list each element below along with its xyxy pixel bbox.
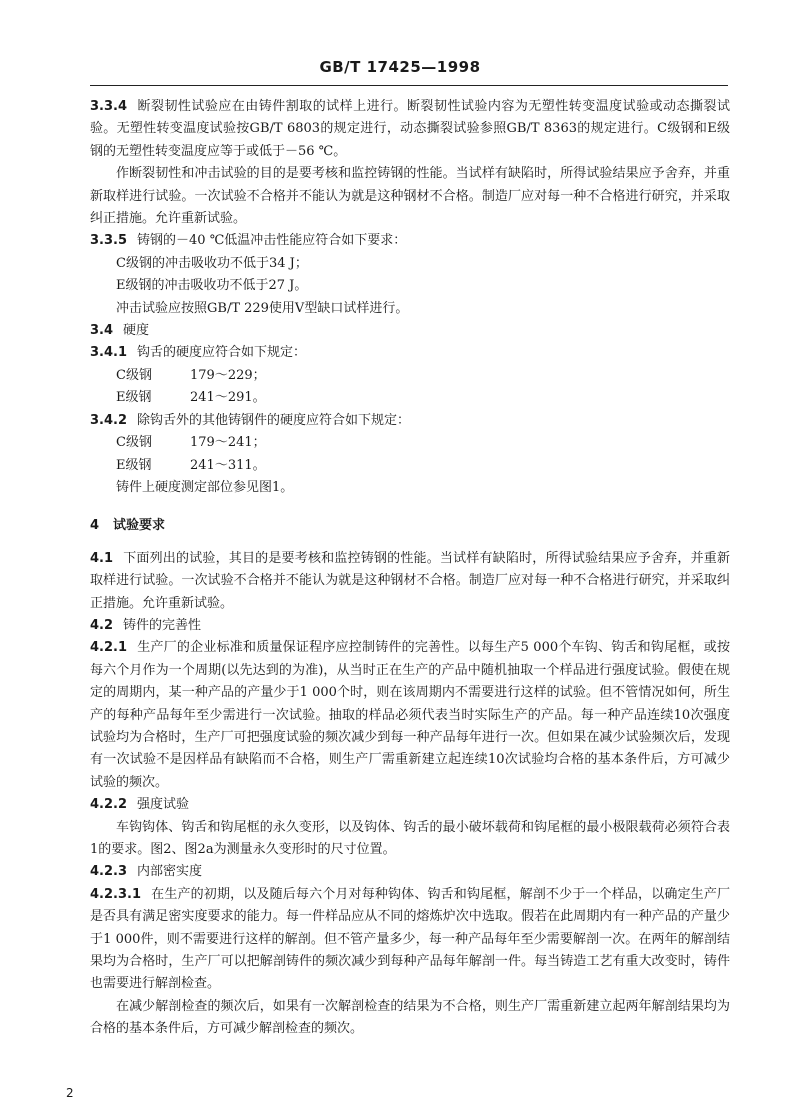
hardness-row: C级钢 179～241； (116, 435, 266, 451)
clause-3-3-5-line-3: 冲击试验应按照GB/T 229使用V型缺口试样进行。 (116, 300, 409, 316)
clause-3-4-1: 3.4.1 钩舌的硬度应符合如下规定： (90, 345, 307, 361)
clause-3-3-4-para-2: 作断裂韧性和冲击试验的目的是要考核和监控铸钢的性能。当试样有缺陷时，所得试验结果应予舍弃，并重新取样进行试验。一次试验不合格并不能认为就是这种钢材不合格。制造厂应对每一种不合格进行研究，并采取纠正措施。允许重新试验。 (90, 166, 730, 227)
clause-4-2-3: 4.2.3 内部密实度 (90, 864, 203, 880)
clause-3-3-5: 3.3.5 铸钢的－40 ℃低温冲击性能应符合如下要求： (90, 233, 407, 249)
document-body (90, 96, 730, 1041)
clause-3-4-2: 3.4.2 除钩舌外的其他铸钢件的硬度应符合如下规定： (90, 412, 411, 428)
clause-3-3-4: 3.3.4 断裂韧性试验应在由铸件割取的试样上进行。断裂韧性试验内容为无塑性转变温度试验或动态撕裂试验。无塑性转变温度试验按GB/T 6803的规定进行，动态撕裂试验参照GB/T 8363的规定进行。C级钢和E级钢的无塑性转变温度应等于或低于－56 ℃。 (90, 99, 730, 159)
hardness-row: C级钢 179～229； (116, 367, 266, 383)
section-4-heading: 4 试验要求 (90, 518, 166, 534)
document-header: GB/T 17425—1998 (319, 58, 481, 76)
clause-4-2-2-text: 车钩钩体、钩舌和钩尾框的永久变形，以及钩体、钩舌的最小破坏载荷和钩尾框的最小极限载荷必须符合表1的要求。图2、图2a为测量永久变形时的尺寸位置。 (90, 819, 730, 857)
page-number: 2 (66, 1086, 74, 1100)
clause-3-4: 3.4 硬度 (90, 323, 150, 339)
clause-4-2-3-1-para-2: 在减少解剖检查的频次后，如果有一次解剖检查的结果为不合格，则生产厂需重新建立起两年解剖结果均为合格的基本条件后，方可减少解剖检查的频次。 (90, 998, 730, 1037)
hardness-row: E级钢 241～291。 (116, 390, 266, 406)
clause-4-2: 4.2 铸件的完善性 (90, 617, 202, 633)
clause-3-3-5-line-2: E级钢的冲击吸收功不低于27 J。 (116, 278, 308, 294)
clause-4-2-3-1: 4.2.3.1 在生产的初期，以及随后每六个月对每种钩体、钩舌和钩尾框，解剖不少于一个样品，以确定生产厂是否具有满足密实度要求的能力。每一件样品应从不同的熔炼炉次中选取。假若在此周期内有一种产品的产量少于1 000件，则不需要进行这样的解剖。但不管产量多少，每一种产品每年至少需要解剖一次。在两年的解剖结果均为合格时，生产厂可以把解剖铸件的频次减少到每种产品每年解剖一件。每当铸造工艺有重大改变时，铸件也需要进行解剖检查。 (90, 886, 730, 992)
clause-4-2-2: 4.2.2 强度试验 (90, 797, 190, 813)
clause-4-2-1: 4.2.1 生产厂的企业标准和质量保证程序应控制铸件的完善性。以每生产5 000个车钩、钩舌和钩尾框，或按每六个月作为一个周期(以先达到的为准)，从当时正在生产的产品中随机抽取一个样品进行强度试验。假使在规定的周期内，某一种产品的产量少于1 000个时，则在该周期内不需要进行这样的试验。但不管情况如何，所生产的每种产品每年至少需进行一次试验。抽取的样品必须代表当时实际生产的产品。每一种产品连续10次强度试验均为合格时，生产厂可把强度试验的频次减少到每一种产品每年进行一次。但如果在减少试验频次后，发现有一次试验不是因样品有缺陷而不合格，则生产厂需重新建立起连续10次试验均合格的基本条件后，方可减少试验的频次。 (90, 640, 730, 790)
header-rule (90, 85, 728, 86)
clause-3-3-5-line-1: C级钢的冲击吸收功不低于34 J； (116, 255, 308, 271)
clause-4-1: 4.1 下面列出的试验，其目的是要考核和监控铸钢的性能。当试样有缺陷时，所得试验结果应予舍弃，并重新取样进行试验。一次试验不合格并不能认为就是这种钢材不合格。制造厂应对每一种不合格进行研究，并采取纠正措施。允许重新试验。 (90, 550, 730, 611)
clause-3-4-2-note: 铸件上硬度测定部位参见图1。 (116, 479, 294, 495)
hardness-row: E级钢 241～311。 (116, 457, 266, 473)
